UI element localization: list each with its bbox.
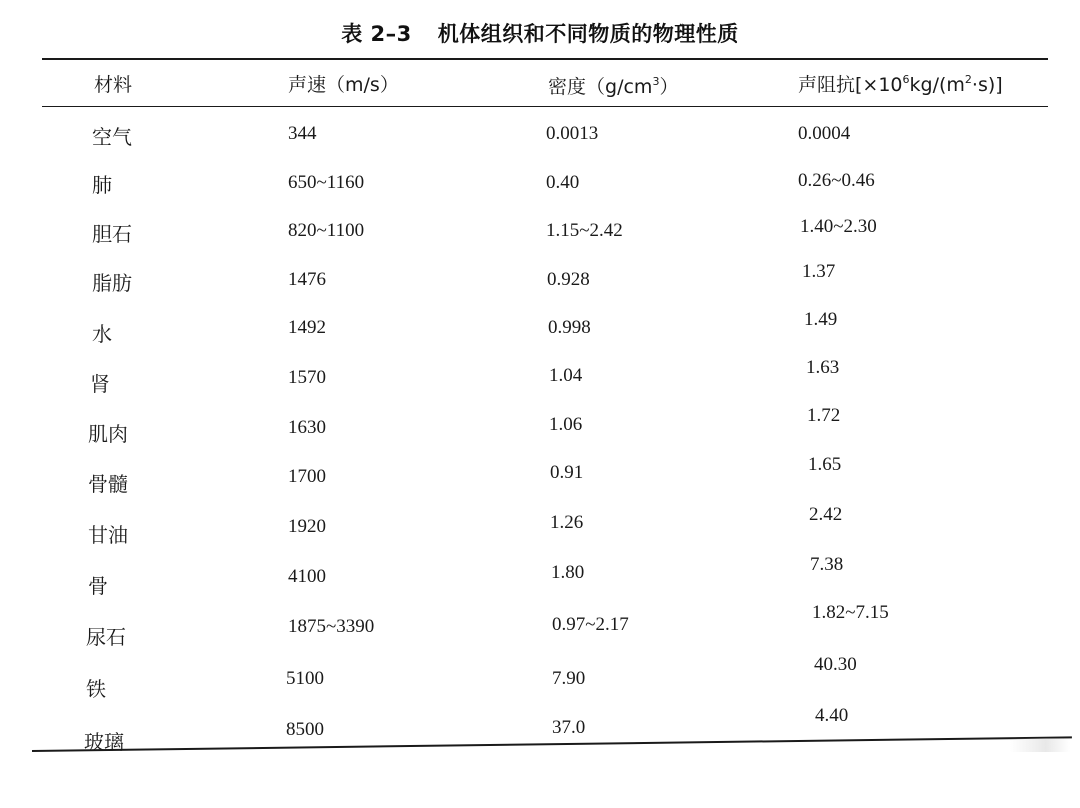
cell-impedance: 40.30	[814, 654, 857, 675]
header-impedance-unit-mid: kg/(m	[909, 74, 965, 96]
cell-density: 0.998	[548, 317, 591, 338]
cell-impedance: 4.40	[815, 705, 849, 726]
header-density	[548, 72, 678, 99]
scan-smudge	[1010, 738, 1070, 752]
table-title-number: 表 2–3	[341, 22, 412, 46]
cell-impedance: 1.65	[808, 454, 842, 475]
header-impedance-unit: [×10	[855, 74, 903, 96]
cell-material: 玻璃	[84, 730, 124, 754]
cell-impedance: 1.82~7.15	[812, 602, 889, 623]
header-material	[94, 70, 132, 97]
table-top-rule	[42, 58, 1048, 60]
cell-density: 0.928	[547, 269, 590, 290]
cell-material: 骨髓	[88, 472, 128, 496]
cell-density: 0.97~2.17	[552, 614, 629, 635]
cell-impedance: 1.40~2.30	[800, 216, 877, 237]
cell-material: 甘油	[88, 523, 128, 547]
cell-impedance: 1.72	[807, 405, 841, 426]
cell-material: 胆石	[92, 222, 132, 246]
header-density-unit-sup: 3	[652, 75, 660, 88]
cell-speed: 1630	[288, 417, 326, 438]
cell-material: 水	[92, 322, 112, 346]
cell-density: 1.26	[550, 512, 584, 533]
header-speed-unit: （m/s）	[326, 74, 399, 96]
cell-density: 0.91	[550, 462, 584, 483]
header-speed-label: 声速	[288, 74, 327, 96]
cell-material: 肾	[90, 372, 110, 396]
cell-impedance: 1.63	[806, 357, 840, 378]
cell-impedance: 1.37	[802, 261, 836, 282]
cell-material: 铁	[86, 677, 106, 701]
cell-impedance: 0.0004	[798, 123, 851, 144]
header-density-label: 密度	[548, 76, 587, 98]
header-impedance-unit-sup1: 6	[902, 73, 910, 86]
cell-speed: 650~1160	[288, 172, 365, 193]
header-density-unit: （g/cm	[586, 76, 653, 98]
table-title	[0, 18, 1080, 48]
header-density-unit-close: ）	[659, 76, 679, 98]
header-impedance	[798, 70, 1003, 97]
header-impedance-unit-close: ·s)]	[971, 74, 1003, 96]
cell-speed: 4100	[288, 566, 326, 587]
cell-density: 37.0	[552, 717, 586, 738]
cell-speed: 344	[288, 123, 317, 144]
cell-impedance: 1.49	[804, 309, 838, 330]
cell-speed: 1875~3390	[288, 616, 375, 637]
cell-material: 尿石	[86, 625, 126, 649]
cell-speed: 1570	[288, 367, 326, 388]
cell-impedance: 0.26~0.46	[798, 170, 875, 191]
cell-density: 1.04	[549, 365, 583, 386]
cell-impedance: 7.38	[810, 554, 844, 575]
cell-density: 1.15~2.42	[546, 220, 623, 241]
cell-material: 肺	[92, 173, 112, 197]
cell-material: 肌肉	[88, 422, 128, 446]
cell-speed: 1700	[288, 466, 326, 487]
cell-material: 空气	[92, 125, 132, 149]
cell-density: 0.0013	[546, 123, 599, 144]
cell-density: 0.40	[546, 172, 580, 193]
cell-material: 骨	[88, 574, 108, 598]
header-impedance-label: 声阻抗	[798, 74, 856, 96]
cell-speed: 1476	[288, 269, 326, 290]
cell-speed: 1920	[288, 516, 326, 537]
cell-density: 1.06	[549, 414, 583, 435]
cell-speed: 8500	[286, 719, 324, 740]
cell-density: 7.90	[552, 668, 586, 689]
cell-speed: 1492	[288, 317, 326, 338]
header-material-label: 材料	[94, 74, 133, 96]
cell-density: 1.80	[551, 562, 585, 583]
header-speed	[288, 70, 399, 97]
cell-impedance: 2.42	[809, 504, 843, 525]
table-header-rule	[42, 106, 1048, 107]
cell-material: 脂肪	[92, 271, 132, 295]
cell-speed: 820~1100	[288, 220, 365, 241]
table-title-text: 机体组织和不同物质的物理性质	[437, 22, 739, 46]
header-impedance-unit-sup2: 2	[964, 73, 972, 86]
cell-speed: 5100	[286, 668, 324, 689]
